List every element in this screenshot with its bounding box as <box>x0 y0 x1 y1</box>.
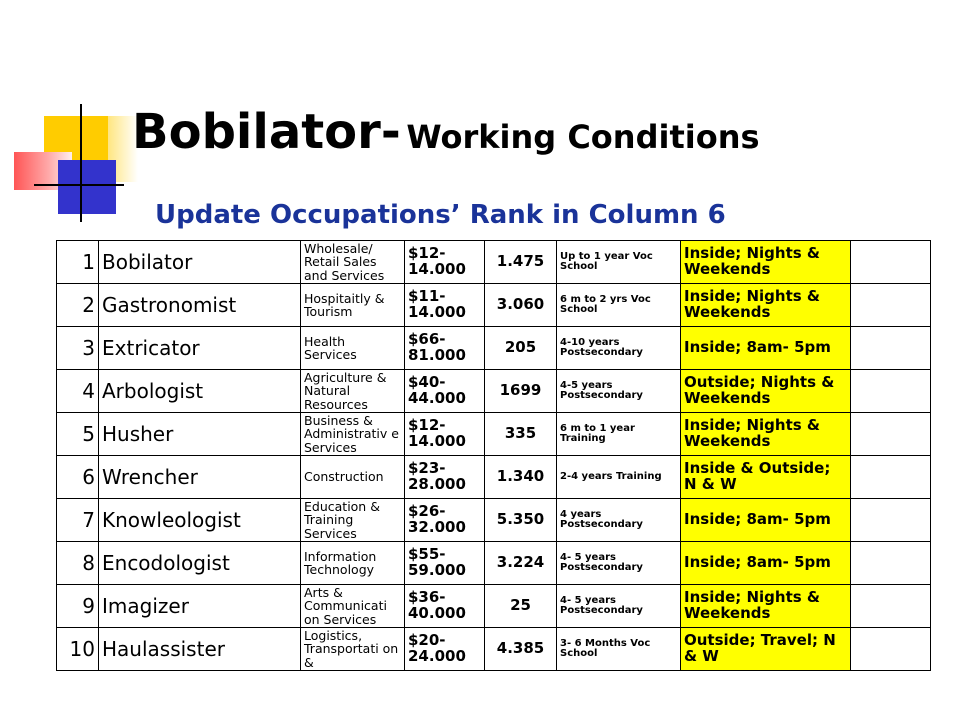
rank-cell: 5 <box>57 413 99 456</box>
rank-column-6-cell <box>851 413 931 456</box>
table-row <box>57 413 931 456</box>
job-growth-cell: 335 <box>485 413 557 456</box>
career-cluster-cell: Hospitaitly & Tourism <box>301 284 405 327</box>
rank-column-6-cell <box>851 499 931 542</box>
occupation-name-cell: Imagizer <box>99 585 301 628</box>
occupation-name-cell: Haulassister <box>99 628 301 671</box>
education-cell: 6 m to 2 yrs Voc School <box>557 284 681 327</box>
occupation-name-cell: Extricator <box>99 327 301 370</box>
working-conditions-cell: Inside; 8am- 5pm <box>681 499 851 542</box>
job-growth-cell: 5.350 <box>485 499 557 542</box>
salary-cell: $36- 40.000 <box>405 585 485 628</box>
table-row <box>57 370 931 413</box>
title-sub: Working Conditions <box>406 118 760 156</box>
working-conditions-cell: Inside; 8am- 5pm <box>681 327 851 370</box>
table-row <box>57 628 931 671</box>
education-cell: 4- 5 years Postsecondary <box>557 585 681 628</box>
education-cell: 6 m to 1 year Training <box>557 413 681 456</box>
job-growth-cell: 205 <box>485 327 557 370</box>
education-cell: 4 years Postsecondary <box>557 499 681 542</box>
career-cluster-cell: Logistics, Transportati on & <box>301 628 405 671</box>
working-conditions-cell: Inside & Outside; N & W <box>681 456 851 499</box>
decorative-blue-square <box>58 160 116 214</box>
salary-cell: $55- 59.000 <box>405 542 485 585</box>
job-growth-cell: 3.060 <box>485 284 557 327</box>
rank-column-6-cell <box>851 542 931 585</box>
working-conditions-cell: Inside; 8am- 5pm <box>681 542 851 585</box>
career-cluster-cell: Construction <box>301 456 405 499</box>
rank-column-6-cell <box>851 628 931 671</box>
career-cluster-cell: Agriculture & Natural Resources <box>301 370 405 413</box>
occupation-name-cell: Husher <box>99 413 301 456</box>
rank-cell: 7 <box>57 499 99 542</box>
table-row <box>57 499 931 542</box>
table-row <box>57 542 931 585</box>
table-row <box>57 456 931 499</box>
education-cell: 3- 6 Months Voc School <box>557 628 681 671</box>
decorative-vertical-line <box>80 104 82 222</box>
occupation-name-cell: Gastronomist <box>99 284 301 327</box>
title-main: Bobilator- <box>132 104 401 160</box>
rank-column-6-cell <box>851 241 931 284</box>
rank-column-6-cell <box>851 327 931 370</box>
occupations-table <box>56 240 931 671</box>
table-row <box>57 241 931 284</box>
slide-subtitle: Update Occupations’ Rank in Column 6 <box>155 200 726 230</box>
occupation-name-cell: Arbologist <box>99 370 301 413</box>
job-growth-cell: 1.340 <box>485 456 557 499</box>
rank-cell: 8 <box>57 542 99 585</box>
rank-cell: 4 <box>57 370 99 413</box>
rank-cell: 3 <box>57 327 99 370</box>
rank-column-6-cell <box>851 585 931 628</box>
career-cluster-cell: Information Technology <box>301 542 405 585</box>
job-growth-cell: 1.475 <box>485 241 557 284</box>
rank-column-6-cell <box>851 456 931 499</box>
salary-cell: $20- 24.000 <box>405 628 485 671</box>
rank-cell: 1 <box>57 241 99 284</box>
career-cluster-cell: Wholesale/ Retail Sales and Services <box>301 241 405 284</box>
salary-cell: $12- 14.000 <box>405 413 485 456</box>
working-conditions-cell: Inside; Nights & Weekends <box>681 284 851 327</box>
working-conditions-cell: Inside; Nights & Weekends <box>681 585 851 628</box>
job-growth-cell: 3.224 <box>485 542 557 585</box>
career-cluster-cell: Business & Administrativ e Services <box>301 413 405 456</box>
salary-cell: $23- 28.000 <box>405 456 485 499</box>
rank-cell: 9 <box>57 585 99 628</box>
working-conditions-cell: Outside; Travel; N & W <box>681 628 851 671</box>
working-conditions-cell: Inside; Nights & Weekends <box>681 241 851 284</box>
decorative-horizontal-line <box>34 184 124 186</box>
rank-cell: 10 <box>57 628 99 671</box>
career-cluster-cell: Health Services <box>301 327 405 370</box>
occupation-name-cell: Knowleologist <box>99 499 301 542</box>
education-cell: 2-4 years Training <box>557 456 681 499</box>
education-cell: 4-5 years Postsecondary <box>557 370 681 413</box>
job-growth-cell: 25 <box>485 585 557 628</box>
working-conditions-cell: Inside; Nights & Weekends <box>681 413 851 456</box>
occupation-name-cell: Wrencher <box>99 456 301 499</box>
salary-cell: $26- 32.000 <box>405 499 485 542</box>
salary-cell: $12- 14.000 <box>405 241 485 284</box>
working-conditions-cell: Outside; Nights & Weekends <box>681 370 851 413</box>
rank-cell: 6 <box>57 456 99 499</box>
education-cell: Up to 1 year Voc School <box>557 241 681 284</box>
education-cell: 4-10 years Postsecondary <box>557 327 681 370</box>
salary-cell: $11- 14.000 <box>405 284 485 327</box>
salary-cell: $66- 81.000 <box>405 327 485 370</box>
education-cell: 4- 5 years Postsecondary <box>557 542 681 585</box>
salary-cell: $40- 44.000 <box>405 370 485 413</box>
job-growth-cell: 1699 <box>485 370 557 413</box>
occupation-name-cell: Bobilator <box>99 241 301 284</box>
career-cluster-cell: Arts & Communicati on Services <box>301 585 405 628</box>
job-growth-cell: 4.385 <box>485 628 557 671</box>
career-cluster-cell: Education & Training Services <box>301 499 405 542</box>
rank-column-6-cell <box>851 284 931 327</box>
occupation-name-cell: Encodologist <box>99 542 301 585</box>
rank-cell: 2 <box>57 284 99 327</box>
rank-column-6-cell <box>851 370 931 413</box>
table-row <box>57 284 931 327</box>
slide-title <box>132 104 760 160</box>
table-row <box>57 585 931 628</box>
table-row <box>57 327 931 370</box>
